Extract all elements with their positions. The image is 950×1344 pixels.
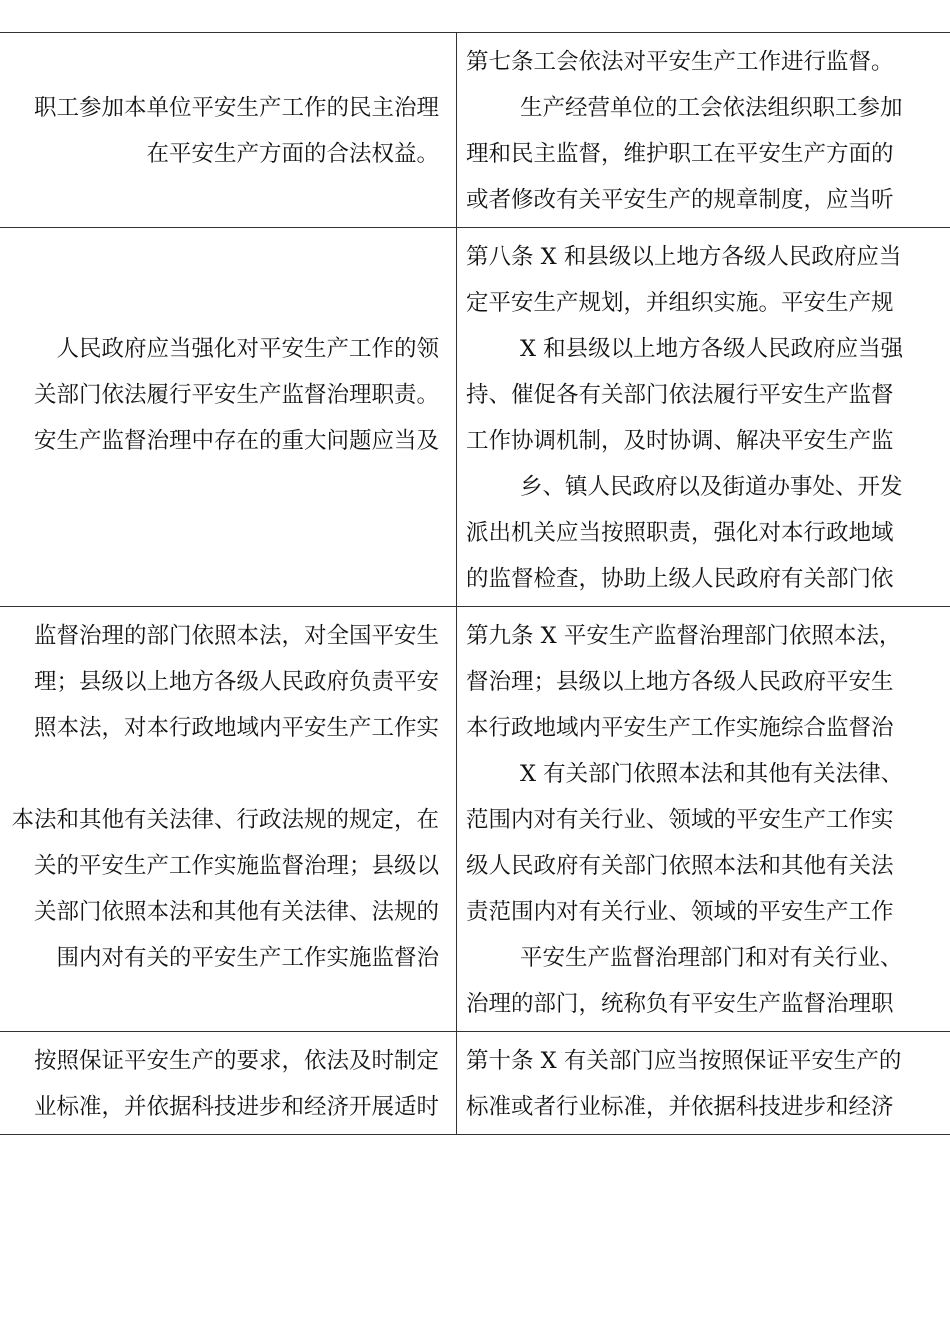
old-text-lines (0, 234, 439, 602)
table-row (0, 33, 950, 228)
table-row (0, 607, 950, 1032)
old-text-line (0, 39, 439, 85)
new-text-line: 第七条工会依法对平安生产工作进行监督。 (466, 49, 894, 75)
old-text-clip (0, 234, 456, 602)
old-text-line: 照本法，对本行政地域内平安生产工作实 (33, 715, 439, 741)
new-text-line: 第九条 X 平安生产监督治理部门依照本法， (466, 623, 902, 649)
new-text-line: 标准或者行业标准，并依据科技进步和经济 (466, 1094, 894, 1120)
old-text-line (0, 510, 439, 556)
old-text-line: 安生产监督治理中存在的重大问题应当及 (33, 428, 439, 454)
new-text-line: 第十条 X 有关部门应当按照保证平安生产的 (466, 1048, 902, 1074)
new-text-line: 级人民政府有关部门依照本法和其他有关法 (466, 853, 894, 879)
new-text-lines (457, 39, 950, 223)
old-text-line: 围内对有关的平安生产工作实施监督治 (56, 945, 439, 971)
new-text-line: 派出机关应当按照职责，强化对本行政地域 (466, 520, 894, 546)
old-text-line (0, 177, 439, 223)
new-text-paragraph-start: 生产经营单位的工会依法组织职工参加 (520, 95, 903, 121)
old-text-line (0, 280, 439, 326)
old-text-cell (0, 33, 457, 228)
new-text-paragraph-start: 平安生产监督治理部门和对有关行业、 (520, 945, 903, 971)
new-text-lines (457, 1038, 950, 1130)
law-comparison-table (0, 32, 950, 1135)
new-text-line: 范围内对有关行业、领域的平安生产工作实 (466, 807, 894, 833)
old-text-line: 关部门依法履行平安生产监督治理职责。 (33, 382, 439, 408)
old-text-clip (0, 613, 456, 1027)
old-text-line: 监督治理的部门依照本法，对全国平安生 (33, 623, 439, 649)
old-text-clip (0, 39, 456, 223)
old-text-line (0, 751, 439, 797)
old-text-cell (0, 607, 457, 1032)
new-text-paragraph-start: 乡、镇人民政府以及街道办事处、开发 (520, 474, 903, 500)
new-text-cell (457, 607, 950, 1032)
old-text-line (0, 464, 439, 510)
new-text-cell (457, 33, 950, 228)
old-text-line (0, 981, 439, 1027)
table-row (0, 228, 950, 607)
new-text-cell (457, 228, 950, 607)
old-text-line: 在平安生产方面的合法权益。 (146, 141, 439, 167)
new-text-line: 或者修改有关平安生产的规章制度，应当听 (466, 187, 894, 213)
table-body (0, 33, 950, 1135)
new-text-line: 第八条 X 和县级以上地方各级人民政府应当 (466, 244, 902, 270)
old-text-line: 关的平安生产工作实施监督治理；县级以 (33, 853, 439, 879)
new-text-line: 定平安生产规划，并组织实施。平安生产规 (466, 290, 894, 316)
old-text-lines (0, 1038, 439, 1130)
new-text-line: 督治理；县级以上地方各级人民政府平安生 (466, 669, 894, 695)
old-text-line: 本法和其他有关法律、行政法规的规定，在 (11, 807, 439, 833)
new-text-paragraph-start: X 有关部门依照本法和其他有关法律、 (520, 761, 904, 787)
old-text-line: 业标准，并依据科技进步和经济开展适时 (33, 1094, 439, 1120)
old-text-line: 人民政府应当强化对平安生产工作的领 (56, 336, 439, 362)
old-text-lines (0, 613, 439, 1027)
old-text-line (0, 556, 439, 602)
old-text-line (0, 234, 439, 280)
new-text-paragraph-start: X 和县级以上地方各级人民政府应当强 (520, 336, 904, 362)
new-text-line: 工作协调机制，及时协调、解决平安生产监 (466, 428, 894, 454)
new-text-line: 持、催促各有关部门依法履行平安生产监督 (466, 382, 894, 408)
new-text-lines (457, 234, 950, 602)
new-text-line: 责范围内对有关行业、领域的平安生产工作 (466, 899, 894, 925)
old-text-cell (0, 1032, 457, 1135)
new-text-line: 的监督检查，协助上级人民政府有关部门依 (466, 566, 894, 592)
old-text-line: 关部门依照本法和其他有关法律、法规的 (33, 899, 439, 925)
new-text-cell (457, 1032, 950, 1135)
old-text-lines (0, 39, 439, 223)
new-text-line: 治理的部门，统称负有平安生产监督治理职 (466, 991, 894, 1017)
table-row (0, 1032, 950, 1135)
old-text-clip (0, 1038, 456, 1130)
new-text-line: 本行政地域内平安生产工作实施综合监督治 (466, 715, 894, 741)
old-text-line: 按照保证平安生产的要求，依法及时制定 (33, 1048, 439, 1074)
new-text-lines (457, 613, 950, 1027)
new-text-line: 理和民主监督，维护职工在平安生产方面的 (466, 141, 894, 167)
old-text-cell (0, 228, 457, 607)
old-text-line: 职工参加本单位平安生产工作的民主治理 (33, 95, 439, 121)
old-text-line: 理；县级以上地方各级人民政府负责平安 (33, 669, 439, 695)
